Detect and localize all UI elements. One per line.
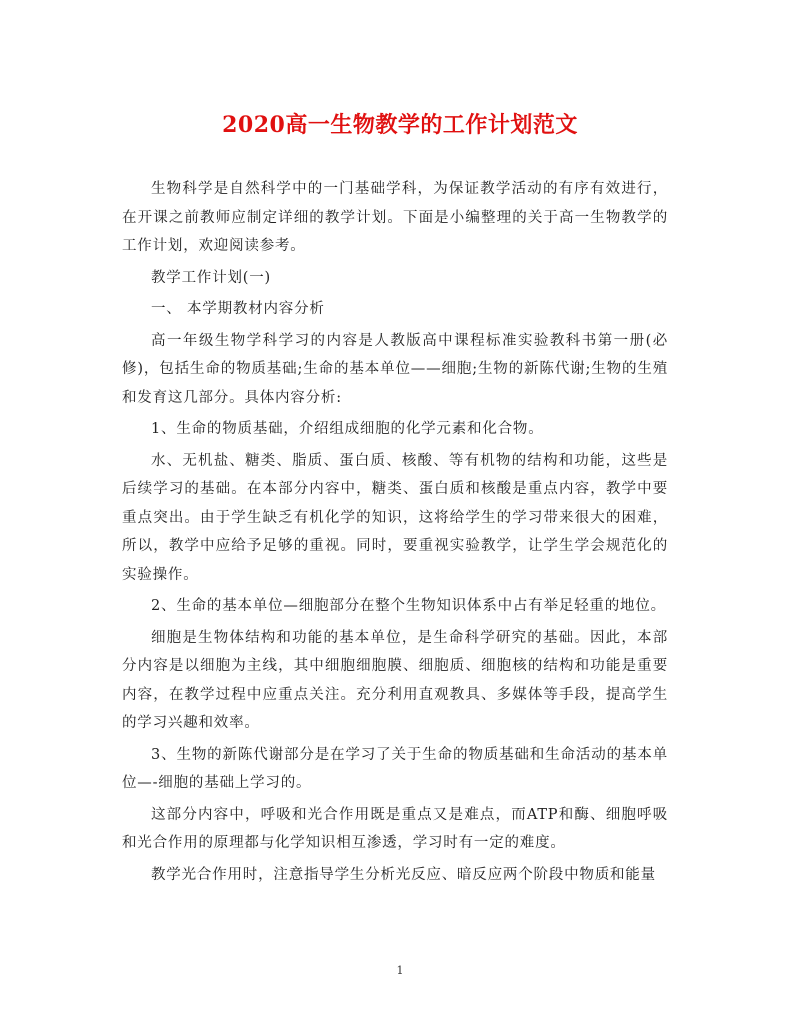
document-title: 2020高一生物教学的工作计划范文 [222,112,578,138]
paragraph-item-2: 2、生命的基本单位—细胞部分在整个生物知识体系中占有举足轻重的地位。 [151,598,666,614]
paragraph-item-1-detail: 水、无机盐、糖类、脂质、蛋白质、核酸、等有机物的结构和功能，这些是后续学习的基础。在本部分内容中，糖类、蛋白质和核酸是重点内容，教学中要重点突出。由于学生缺乏有机化学的知识，这将给学生的学习带来很大的困难，所以，教学中应给予足够的重视。同时，要重视实验教学，让学生学会规范化的实验操作。 [122,452,668,583]
paragraph-section-heading: 一、 本学期教材内容分析 [151,301,325,317]
document-body [122,175,668,889]
paragraph-plan-heading: 教学工作计划(一) [151,269,272,286]
paragraph-item-3-detail: 这部分内容中，呼吸和光合作用既是重点又是难点，而ATP和酶、细胞呼吸和光合作用的原理都与化学知识相互渗透，学习时有一定的难度。 [122,806,668,851]
paragraph-item-1: 1、生命的物质基础，介绍组成细胞的化学元素和化合物。 [151,421,544,437]
paragraph-content-overview: 高一年级生物学科学习的内容是人教版高中课程标准实验教科书第一册(必修)，包括生命的物质基础;生命的基本单位——细胞;生物的新陈代谢;生物的生殖和发育这几部分。具体内容分析: [122,332,668,406]
paragraph-intro: 生物科学是自然科学中的一门基础学科，为保证教学活动的有序有效进行，在开课之前教师应制定详细的教学计划。下面是小编整理的关于高一生物教学的工作计划，欢迎阅读参考。 [122,181,668,254]
page-number: 1 [396,964,404,977]
paragraph-item-3: 3、生物的新陈代谢部分是在学习了关于生命的物质基础和生命活动的基本单位—-细胞的基础上学习的。 [122,746,668,791]
paragraph-item-2-detail: 细胞是生物体结构和功能的基本单位，是生命科学研究的基础。因此，本部分内容是以细胞为主线，其中细胞细胞膜、细胞质、细胞核的结构和功能是重要内容，在教学过程中应重点关注。充分利用直观教具、多媒体等手段，提高学生的学习兴趣和效率。 [122,629,668,731]
paragraph-photosynthesis: 教学光合作用时，注意指导学生分析光反应、暗反应两个阶段中物质和能量 [151,866,656,883]
